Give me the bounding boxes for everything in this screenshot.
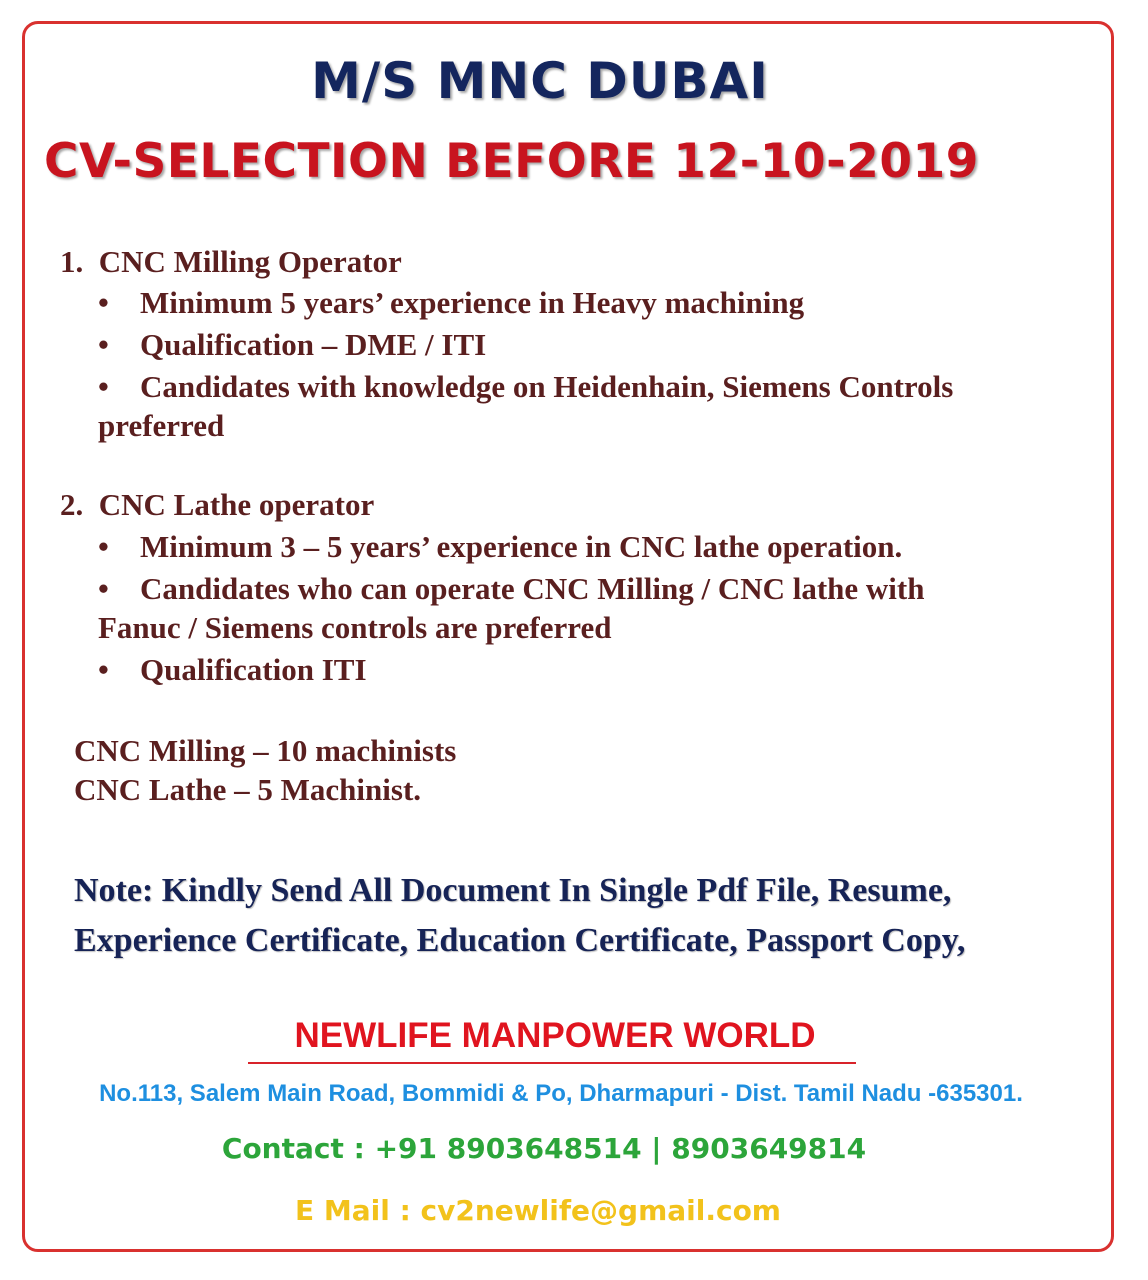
contact-email: E Mail : cv2newlife@gmail.com	[295, 1194, 781, 1227]
job-1-bullet-3: • Candidates with knowledge on Heidenhain, Siemens Controls	[98, 369, 954, 404]
job-2-bullet-2: • Candidates who can operate CNC Milling / CNC lathe with	[98, 571, 925, 606]
bullet-icon: •	[98, 369, 109, 404]
bullet-icon: •	[98, 652, 109, 687]
job-1-number: 1.	[60, 244, 84, 279]
job-2-bullet-3: • Qualification ITI	[98, 652, 367, 687]
job-2-number: 2.	[60, 487, 84, 522]
job-2-bullet-1: • Minimum 3 – 5 years’ experience in CNC lathe operation.	[98, 529, 903, 564]
job-1-bullet-1: • Minimum 5 years’ experience in Heavy machining	[98, 285, 805, 320]
job-2-bullet-2-continued: Fanuc / Siemens controls are preferred	[98, 610, 612, 645]
agency-address: No.113, Salem Main Road, Bommidi & Po, Dharmapuri - Dist. Tamil Nadu -635301.	[99, 1080, 1023, 1107]
job-2-name: CNC Lathe operator	[98, 487, 375, 522]
note-line-1: Note: Kindly Send All Document In Single Pdf File, Resume,	[74, 872, 952, 909]
cv-deadline-heading: CV-SELECTION BEFORE 12-10-2019	[44, 134, 979, 189]
job-2-title	[60, 487, 374, 523]
company-title: M/S MNC DUBAI	[311, 52, 769, 110]
job-1-title	[60, 244, 402, 280]
bullet-icon: •	[98, 529, 109, 564]
bullet-icon: •	[98, 285, 109, 320]
summary-lathe-count: CNC Lathe – 5 Machinist.	[74, 772, 422, 807]
agency-name: NEWLIFE MANPOWER WORLD	[294, 1016, 816, 1055]
job-1-name: CNC Milling Operator	[98, 244, 402, 279]
summary-milling-count: CNC Milling – 10 machinists	[74, 733, 457, 768]
bullet-icon: •	[98, 327, 109, 362]
job-1-bullet-3-continued: preferred	[98, 408, 225, 443]
agency-underline	[248, 1062, 856, 1064]
job-1-bullet-2: • Qualification – DME / ITI	[98, 327, 487, 362]
bullet-icon: •	[98, 571, 109, 606]
contact-phone: Contact : +91 8903648514 | 8903649814	[221, 1132, 867, 1165]
note-line-2: Experience Certificate, Education Certificate, Passport Copy,	[74, 922, 966, 959]
